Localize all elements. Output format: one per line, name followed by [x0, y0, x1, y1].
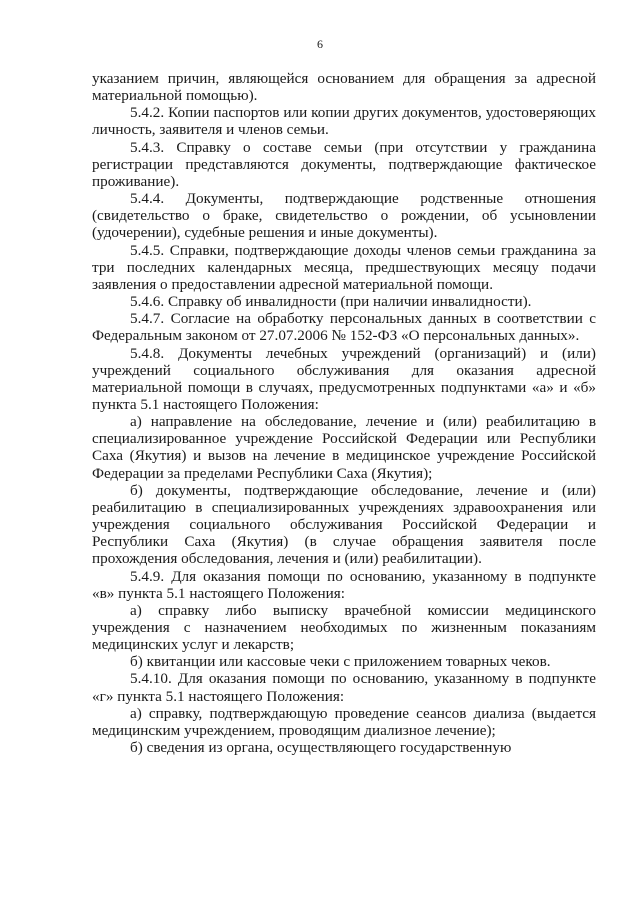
paragraph-5-4-6: 5.4.6. Справку об инвалидности (при наличии инвалидности).	[130, 293, 532, 311]
paragraph-5-4-7: 5.4.7. Согласие на обработку персональных данных в соответствии с Федеральным законом от 27.07.2006 № 152-ФЗ «О персональных данных».	[92, 310, 596, 345]
paragraph-5-4-5: 5.4.5. Справки, подтверждающие доходы членов семьи гражданина за три последних календарных месяца, предшествующих месяцу подачи заявления о предоставлении адресной материальной помощи.	[92, 241, 596, 293]
paragraph-5-4-9-b: б) квитанции или кассовые чеки с приложением товарных чеков.	[130, 653, 551, 671]
paragraph-continuation: указанием причин, являющейся основанием для обращения за адресной материальной помощью).	[92, 70, 596, 105]
document-body	[92, 70, 596, 756]
paragraph-5-4-9: 5.4.9. Для оказания помощи по основанию, указанному в подпункте «в» пункта 5.1 настоящего Положения:	[92, 567, 596, 602]
paragraph-5-4-10-a: а) справку, подтверждающую проведение сеансов диализа (выдается медицинским учреждением, проводящим диализное лечение);	[92, 704, 596, 739]
page-number: 6	[317, 37, 323, 51]
paragraph-5-4-3: 5.4.3. Справку о составе семьи (при отсутствии у гражданина регистрации представляются документы, подтверждающие фактическое проживание).	[92, 138, 596, 190]
paragraph-5-4-8-b: б) документы, подтверждающие обследование, лечение и (или) реабилитацию в специализированных учреждениях здравоохранения или учреждения социального обслуживания Российской Федерации и Республики Саха (Якутия) (в случае обращения заявителя после прохождения обследования, лечения и (или) реабилитации).	[92, 481, 596, 568]
paragraph-5-4-8: 5.4.8. Документы лечебных учреждений (организаций) и (или) учреждений социального обслуживания для оказания адресной материальной помощи в случаях, предусмотренных подпунктами «а» и «б» пункта 5.1 настоящего Положения:	[92, 344, 596, 413]
paragraph-5-4-10-b: б) сведения из органа, осуществляющего государственную	[130, 739, 512, 757]
paragraph-5-4-2: 5.4.2. Копии паспортов или копии других документов, удостоверяющих личность, заявителя и членов семьи.	[92, 104, 596, 139]
paragraph-5-4-8-a: а) направление на обследование, лечение и (или) реабилитацию в специализированное учреждение Российской Федерации или Республики Саха (Якутия) и вызов на лечение в медицинское учреждение Российской Федерации за пределами Республики Саха (Якутия);	[92, 413, 596, 482]
paragraph-5-4-4: 5.4.4. Документы, подтверждающие родственные отношения (свидетельство о браке, свидетельство о рождении, об усыновлении (удочерении), судебные решения и иные документы).	[92, 190, 596, 242]
paragraph-5-4-9-a: а) справку либо выписку врачебной комиссии медицинского учреждения с назначением необходимых по жизненным показаниям медицинских услуг и лекарств;	[92, 601, 596, 654]
paragraph-5-4-10: 5.4.10. Для оказания помощи по основанию, указанному в подпункте «г» пункта 5.1 настоящего Положения:	[92, 670, 596, 705]
